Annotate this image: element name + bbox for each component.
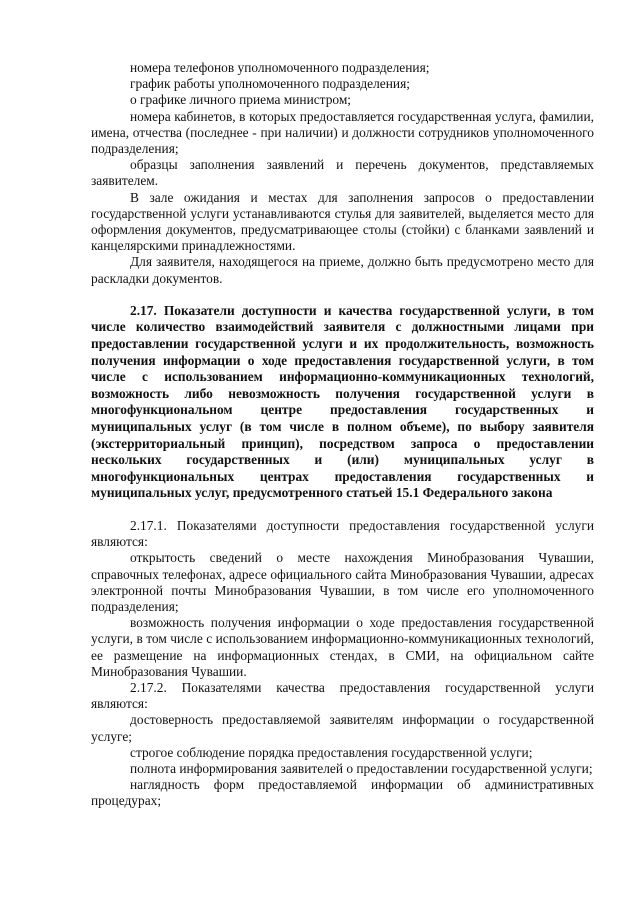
paragraph-2-17-1: 2.17.1. Показателями доступности предоставления государственной услуги являются:: [91, 517, 594, 550]
paragraph-form-clarity: наглядность форм предоставляемой информации об административных процедурах;: [91, 777, 594, 809]
section-spacer: [91, 287, 594, 303]
paragraph-application-samples: образцы заполнения заявлений и перечень документов, представляемых заявителем.: [91, 157, 594, 189]
paragraph-phone-numbers: номера телефонов уполномоченного подразделения;: [130, 60, 430, 75]
document-body: [91, 60, 594, 810]
paragraph-information-reliability: достоверность предоставляемой заявителям информации о государственной услуге;: [91, 712, 594, 744]
paragraph-waiting-room: В зале ожидания и местах для заполнения запросов о предоставлении государственной услуги устанавливаются стулья для заявителей, выделяется место для оформления документов, предусматривающее столы (стойки) с бланками заявлений и канцелярскими принадлежностями.: [91, 189, 594, 254]
paragraph-informing-completeness: полнота информирования заявителей о предоставлении государственной услуги;: [130, 761, 593, 777]
paragraph-document-space: Для заявителя, находящегося на приеме, должно быть предусмотрено место для раскладки документов.: [91, 254, 594, 286]
paragraph-minister-reception: о графике личного приема министром;: [130, 92, 352, 108]
paragraph-office-numbers: номера кабинетов, в которых предоставляется государственная услуга, фамилии, имена, отчества (последнее - при наличии) и должности сотрудников уполномоченного подразделения;: [91, 108, 594, 157]
paragraph-work-schedule: график работы уполномоченного подразделения;: [130, 76, 410, 92]
section-heading-2-17: 2.17. Показатели доступности и качества государственной услуги, в том числе количество взаимодействий заявителя с должностными лицами при предоставлении государственной услуги и их продолжительность, возможность получения информации о ходе предоставления государственной услуги, в том числе с использованием информационно-коммуникационных технологий, возможность либо невозможность получения государственной услуги в многофункциональном центре предоставления государственных и муниципальных услуг (в том числе в полном объеме), по выбору заявителя (экстерриториальный принцип), посредством запроса о предоставлении нескольких государственных и (или) муниципальных услуг в многофункциональных центрах предоставления государственных и муниципальных услуг, предусмотренного статьей 15.1 Федерального закона: [91, 302, 594, 501]
paragraph-procedure-compliance: строгое соблюдение порядка предоставления государственной услуги;: [130, 744, 533, 760]
section-spacer: [91, 502, 594, 518]
paragraph-2-17-2: 2.17.2. Показателями качества предоставления государственной услуги являются:: [91, 680, 594, 712]
paragraph-progress-information: возможность получения информации о ходе предоставления государственной услуги, в том числе с использованием информационно-коммуникационных технологий, ее размещение на информационных стендах, в СМИ, на официальном сайте Минобразования Чувашии.: [91, 615, 594, 679]
paragraph-information-openness: открытость сведений о месте нахождения Минобразования Чувашии, справочных телефонах, адресе официального сайта Минобразования Чувашии, адресах электронной почты Минобразования Чувашии, в том числе его уполномоченного подразделения;: [91, 550, 594, 614]
